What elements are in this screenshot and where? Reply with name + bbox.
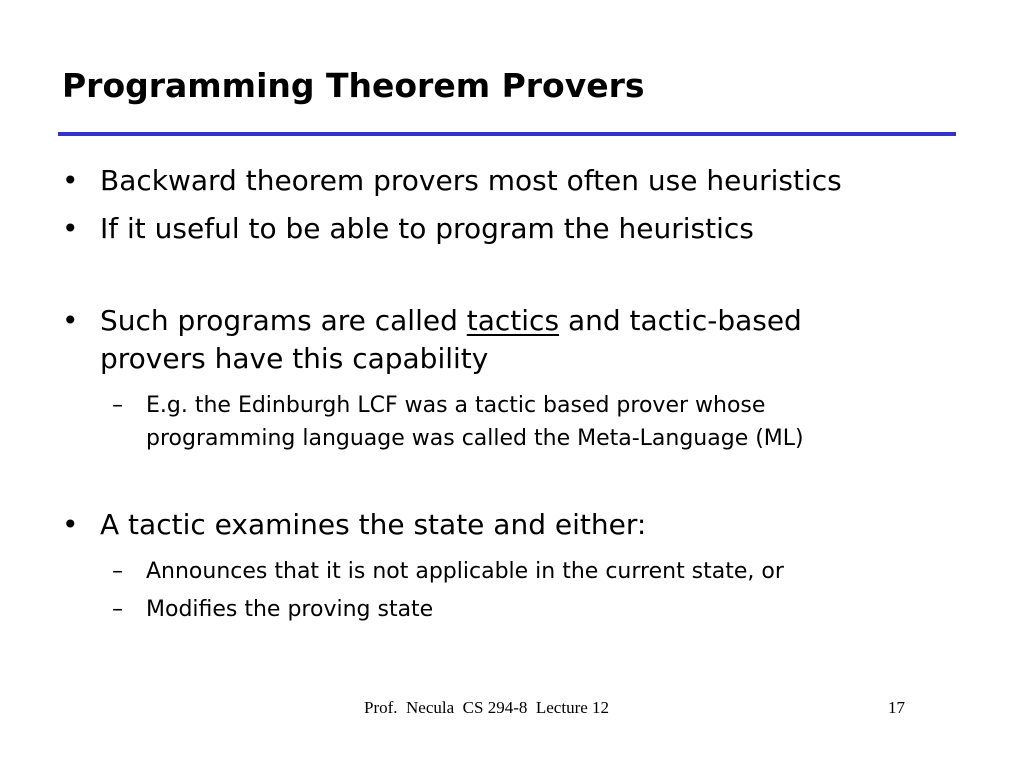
page-number: 17 xyxy=(888,698,905,717)
sub-bullet-text: Modifies the proving state xyxy=(146,597,434,622)
emphasized-term: tactics xyxy=(466,304,560,337)
bullet-text: A tactic examines the state and either: xyxy=(100,508,647,541)
title-divider xyxy=(58,132,956,136)
footer-course-label: Prof. Necula CS 294-8 Lecture 12 xyxy=(364,698,610,717)
bullet-marker: • xyxy=(62,508,79,541)
bullet-text xyxy=(100,302,802,340)
bullet-text: Backward theorem provers most often use heuristics xyxy=(100,164,842,197)
bullet-text-end: and tactic-based xyxy=(559,304,802,337)
sub-bullet-text: E.g. the Edinburgh LCF was a tactic based prover whose xyxy=(146,393,766,418)
sub-bullet-text: Announces that it is not applicable in the current state, or xyxy=(146,559,784,584)
sub-bullet-marker: – xyxy=(112,559,123,584)
sub-bullet-marker: – xyxy=(112,393,123,418)
bullet-marker: • xyxy=(62,304,79,337)
bullet-text-start: Such programs are called xyxy=(100,304,467,337)
bullet-text: If it useful to be able to program the heuristics xyxy=(100,212,754,245)
bullet-marker: • xyxy=(62,164,79,197)
bullet-text-line2: provers have this capability xyxy=(100,342,489,375)
bullet-marker: • xyxy=(62,212,79,245)
sub-bullet-marker: – xyxy=(112,597,123,622)
slide-title: Programming Theorem Provers xyxy=(62,66,645,105)
sub-bullet-text-line2: programming language was called the Meta-Language (ML) xyxy=(146,426,804,451)
